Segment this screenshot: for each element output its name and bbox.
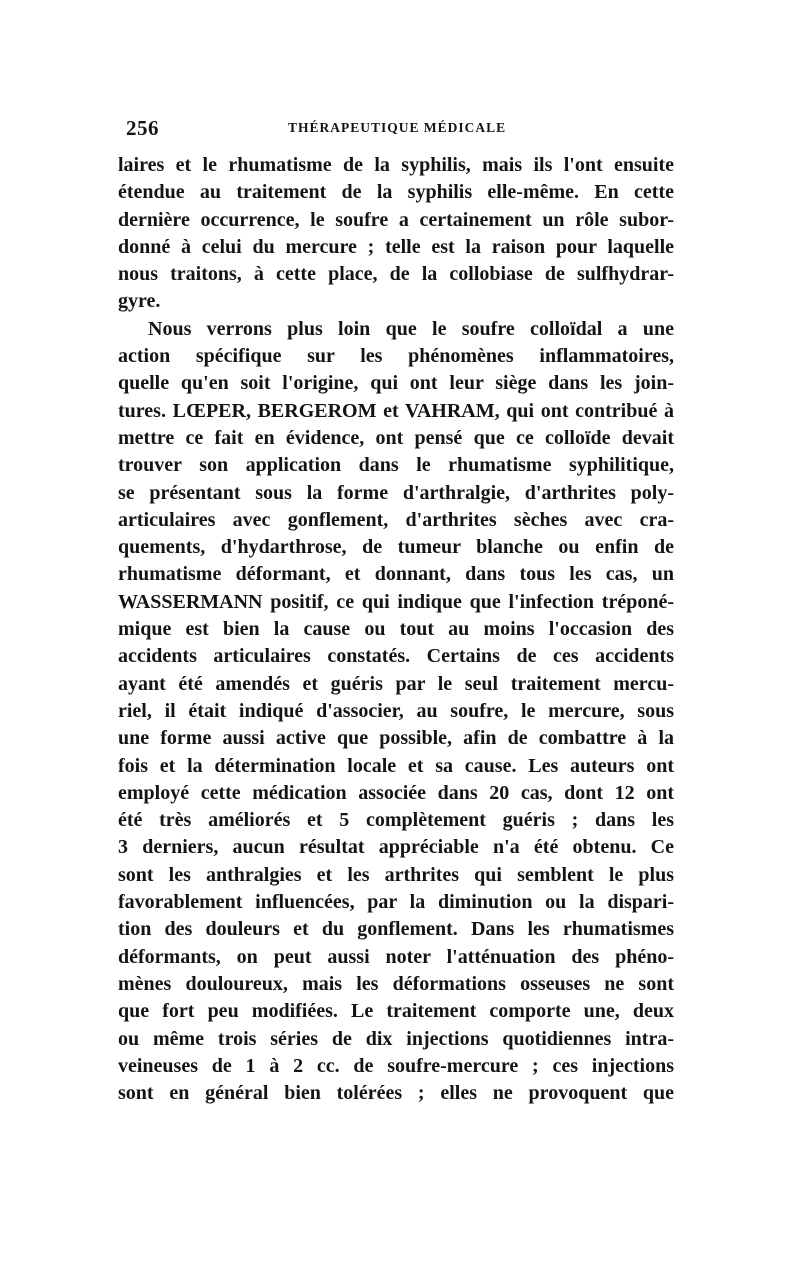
text-line: quements, d'hydarthrose, de tumeur blanche ou enfin de xyxy=(118,536,674,559)
text-line: rhumatisme déformant, et donnant, dans tous les cas, un xyxy=(118,563,674,586)
paragraph-start-line: Nous verrons plus loin que le soufre colloïdal a une xyxy=(148,317,674,340)
text-line: articulaires avec gonflement, d'arthrites sèches avec cra- xyxy=(118,508,674,531)
text-line: trouver son application dans le rhumatisme syphilitique, xyxy=(118,454,674,477)
page-number: 256 xyxy=(126,116,159,140)
text-line: riel, il était indiqué d'associer, au soufre, le mercure, sous xyxy=(118,699,674,722)
text-line: employé cette médication associée dans 20 cas, dont 12 ont xyxy=(118,781,674,804)
text-line: action spécifique sur les phénomènes inflammatoires, xyxy=(118,345,674,368)
text-line: veineuses de 1 à 2 cc. de soufre-mercure ; ces injections xyxy=(118,1054,674,1077)
text-line: laires et le rhumatisme de la syphilis, mais ils l'ont ensuite xyxy=(118,154,674,176)
text-line: nous traitons, à cette place, de la collobiase de sulfhydrar- xyxy=(118,263,674,286)
text-line: dernière occurrence, le soufre a certainement un rôle subor- xyxy=(118,208,674,231)
text-line: sont en général bien tolérées ; elles ne provoquent que xyxy=(118,1082,674,1105)
text-line: une forme aussi active que possible, afin de combattre à la xyxy=(118,727,674,750)
text-line: étendue au traitement de la syphilis elle-même. En cette xyxy=(118,181,674,204)
text-line: tion des douleurs et du gonflement. Dans les rhumatismes xyxy=(118,918,674,941)
page-header xyxy=(126,116,672,140)
text-line: été très améliorés et 5 complètement guéris ; dans les xyxy=(118,809,674,832)
text-line: mettre ce fait en évidence, ont pensé que ce colloïde devait xyxy=(118,426,674,449)
text-line: 3 derniers, aucun résultat appréciable n'a été obtenu. Ce xyxy=(118,836,674,859)
text-line: ayant été amendés et guéris par le seul traitement mercu- xyxy=(118,672,674,695)
text-line: mique est bien la cause ou tout au moins l'occasion des xyxy=(118,618,674,641)
body-text xyxy=(118,152,674,1107)
text-line: mènes douloureux, mais les déformations osseuses ne sont xyxy=(118,972,674,995)
text-line: se présentant sous la forme d'arthralgie, d'arthrites poly- xyxy=(118,481,674,504)
running-title: THÉRAPEUTIQUE MÉDICALE xyxy=(288,120,507,135)
text-line: que fort peu modifiées. Le traitement comporte une, deux xyxy=(118,1000,674,1023)
text-line: WASSERMANN positif, ce qui indique que l'infection tréponé- xyxy=(118,590,674,613)
text-line: favorablement influencées, par la diminution ou la dispari- xyxy=(118,891,674,914)
text-line: gyre. xyxy=(118,290,161,313)
text-line: donné à celui du mercure ; telle est la raison pour laquelle xyxy=(118,235,674,258)
text-line: fois et la détermination locale et sa cause. Les auteurs ont xyxy=(118,754,674,777)
text-line: ou même trois séries de dix injections quotidiennes intra- xyxy=(118,1027,674,1050)
text-line: sont les anthralgies et les arthrites qui semblent le plus xyxy=(118,863,674,886)
text-line: tures. LŒPER, BERGEROM et VAHRAM, qui ont contribué à xyxy=(118,399,674,422)
text-line: quelle qu'en soit l'origine, qui ont leur siège dans les join- xyxy=(118,372,674,395)
text-line: déformants, on peut aussi noter l'atténuation des phéno- xyxy=(118,945,674,968)
text-line: accidents articulaires constatés. Certains de ces accidents xyxy=(118,645,674,668)
